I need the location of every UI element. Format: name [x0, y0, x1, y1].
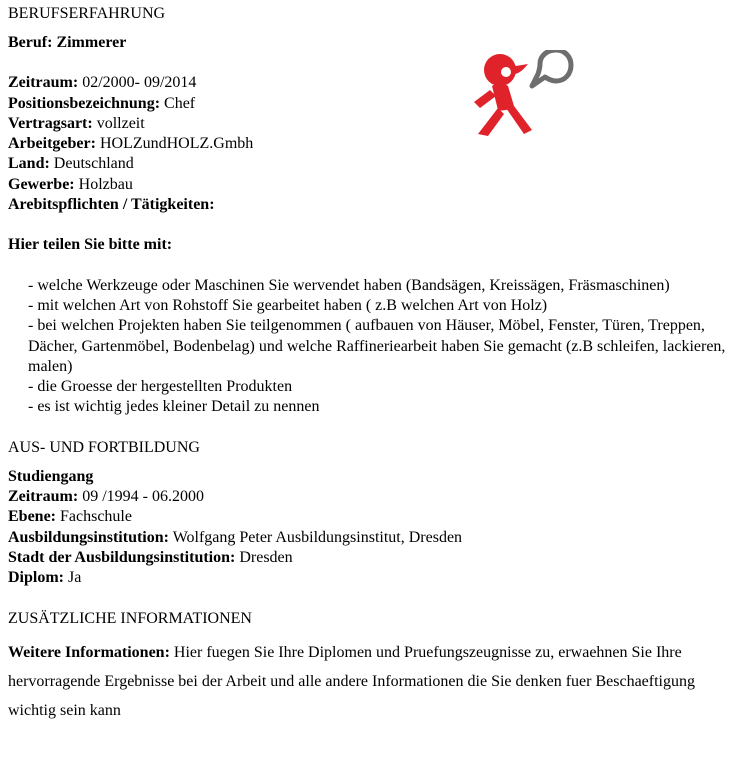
- field-label: Ebene:: [8, 508, 56, 526]
- section-heading-additional: ZUSÄTZLICHE INFORMATIONEN: [8, 609, 252, 627]
- additional-info-label: Weitere Informationen:: [8, 643, 170, 661]
- field-label: Arbeitgeber:: [8, 135, 96, 153]
- field-row: [8, 175, 744, 195]
- field-label: Land:: [8, 155, 50, 173]
- field-value: Wolfgang Peter Ausbildungsinstitut, Dresden: [172, 528, 463, 546]
- field-row: [8, 487, 744, 507]
- field-label: Vertragsart:: [8, 114, 93, 132]
- education-title: Studiengang: [8, 467, 94, 485]
- field-value: HOLZundHOLZ.Gmbh: [99, 135, 254, 153]
- person-speech-bubble-logo-icon: [470, 50, 574, 140]
- field-label: Gewerbe:: [8, 175, 75, 193]
- field-row: [8, 114, 744, 134]
- field-value: Ja: [68, 569, 82, 587]
- field-value: Deutschland: [53, 155, 134, 173]
- job-label: Beruf:: [8, 34, 53, 51]
- field-row: [8, 548, 744, 568]
- field-value: Fachschule: [60, 508, 132, 526]
- field-label: Zeitraum:: [8, 488, 79, 506]
- field-label: Ausbildungsinstitution:: [8, 528, 169, 546]
- field-value: Chef: [164, 94, 196, 112]
- field-label: Zeitraum:: [8, 74, 79, 92]
- field-row: [8, 528, 744, 548]
- list-item: - bei welchen Projekten haben Sie teilgenommen ( aufbauen von Häuser, Möbel, Fenster, Türen, Treppen, Dächer, Gartenmöbel, Bodenbelag) und welche Raffineriearbeit haben Sie gemacht (z.B schleifen, lackieren, malen): [28, 317, 726, 375]
- list-item: - mit welchen Art von Rohstoff Sie gearbeitet haben ( z.B welchen Art von Holz): [28, 296, 548, 314]
- field-label: Diplom:: [8, 569, 64, 587]
- field-row: [8, 73, 744, 93]
- job-value: Zimmerer: [56, 34, 127, 51]
- list-item: - welche Werkzeuge oder Maschinen Sie wervendet haben (Bandsägen, Kreissägen, Fräsmaschinen): [28, 276, 670, 294]
- additional-info-paragraph: [8, 638, 744, 725]
- list-item: - die Groesse der hergestellten Produkten: [28, 378, 293, 396]
- field-label: Stadt der Ausbildungsinstitution:: [8, 548, 236, 566]
- cv-document: [8, 4, 744, 725]
- list-item: - es ist wichtig jedes kleiner Detail zu nennen: [28, 398, 320, 416]
- job-title-row: [8, 33, 744, 53]
- field-row: [8, 507, 744, 527]
- field-value: 02/2000- 09/2014: [82, 74, 197, 92]
- field-label: Positionsbezeichnung:: [8, 94, 161, 112]
- field-row: [8, 154, 744, 174]
- field-value: Holzbau: [78, 175, 133, 193]
- additional-info-text: Hier fuegen Sie Ihre Diplomen und Pruefungszeugnisse zu, erwaehnen Sie Ihre hervorragende Ergebnisse bei der Arbeit und alle andere Informationen die Sie denken fuer Beschaeftigung wichtig sein kann: [8, 643, 695, 719]
- section-heading-education: AUS- UND FORTBILDUNG: [8, 438, 200, 456]
- duties-label: Arebitspflichten / Tätigkeiten:: [8, 196, 215, 214]
- field-value: 09 /1994 - 06.2000: [82, 488, 204, 506]
- field-value: vollzeit: [96, 114, 145, 132]
- instructions-list: [28, 276, 744, 418]
- field-row: [8, 134, 744, 154]
- instructions-title: Hier teilen Sie bitte mit:: [8, 236, 173, 254]
- field-value: Dresden: [239, 548, 293, 566]
- field-row: [8, 94, 744, 114]
- section-heading-experience: BERUFSERFAHRUNG: [8, 5, 166, 22]
- field-row: [8, 568, 744, 588]
